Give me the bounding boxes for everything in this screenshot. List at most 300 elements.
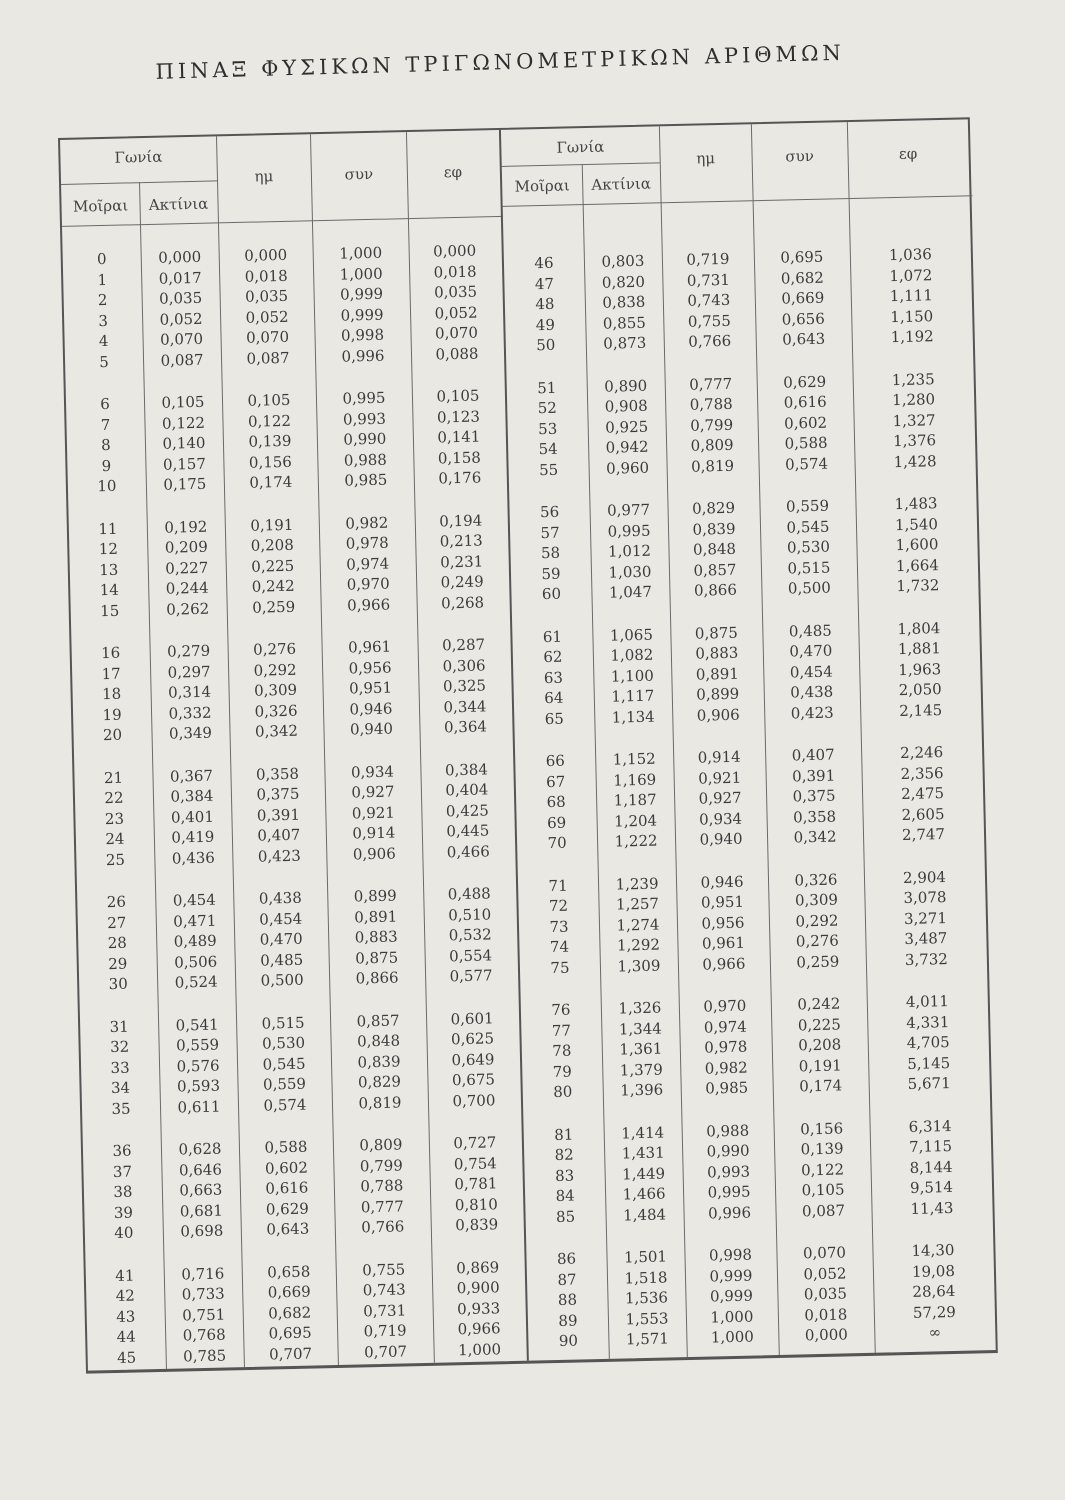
- table-cell: 59: [541, 564, 561, 583]
- row-group: [681, 1120, 775, 1225]
- table-cell: 1,484: [622, 1204, 667, 1224]
- table-cell: 14,30: [911, 1240, 955, 1260]
- table-cell: 1,082: [610, 645, 654, 665]
- table-cell: 0,140: [162, 433, 206, 453]
- row-group: [161, 1138, 241, 1242]
- row-group: [850, 243, 973, 348]
- table-cell: 33: [110, 1058, 130, 1077]
- table-cell: 6,314: [908, 1116, 952, 1136]
- table-cell: 1,309: [617, 956, 661, 976]
- row-group: [670, 622, 764, 727]
- table-cell: 0,367: [169, 766, 214, 786]
- table-cell: 1,600: [895, 535, 939, 555]
- table-cell: 0,515: [261, 1013, 305, 1033]
- table-cell: 0,530: [786, 537, 831, 557]
- table-cell: 0,297: [167, 662, 211, 682]
- table-cell: 0,018: [804, 1304, 848, 1324]
- table-cell: 39: [113, 1203, 134, 1222]
- table-cell: 0,978: [345, 533, 389, 553]
- table-cell: 0,993: [706, 1162, 751, 1182]
- table-cell: 0,156: [799, 1118, 844, 1138]
- row-group: [327, 885, 425, 990]
- table-cell: 42: [115, 1286, 136, 1305]
- table-cell: 0,993: [342, 409, 387, 429]
- table-cell: 1,192: [890, 327, 934, 347]
- table-cell: 0,466: [446, 841, 490, 861]
- trig-table: [58, 117, 998, 1373]
- table-cell: 0,960: [605, 458, 650, 478]
- table-cell: 0,279: [166, 641, 211, 661]
- table-cell: 0,425: [445, 800, 490, 820]
- table-cell: 0,751: [182, 1305, 226, 1324]
- table-cell: 56: [539, 502, 560, 522]
- table-cell: 2,050: [898, 680, 942, 700]
- table-cell: 0,391: [791, 766, 836, 786]
- table-cell: 0,087: [246, 348, 290, 368]
- table-cell: 0,349: [168, 723, 213, 743]
- table-cell: 0,839: [692, 519, 736, 539]
- table-cell: 68: [546, 792, 566, 812]
- table-cell: 0,141: [437, 427, 481, 447]
- table-cell: 23: [104, 809, 125, 828]
- table-cell: 0,292: [253, 660, 297, 680]
- row-group: [412, 385, 506, 490]
- table-cell: 0,839: [357, 1051, 401, 1071]
- table-cell: 0,384: [444, 759, 489, 779]
- table-cell: 0,990: [343, 429, 387, 449]
- table-cell: 0,820: [601, 272, 646, 292]
- table-cell: 1,449: [621, 1163, 666, 1183]
- table-cell: 86: [556, 1249, 577, 1268]
- table-cell: 1,804: [897, 618, 941, 638]
- table-cell: 0,332: [168, 703, 212, 723]
- row-group: [762, 619, 860, 724]
- table-cell: 0,781: [454, 1174, 498, 1194]
- row-group: [408, 240, 503, 365]
- table-cell: 0,244: [165, 578, 209, 598]
- table-cell: 0,158: [437, 447, 482, 467]
- table-cell: 0,191: [798, 1055, 842, 1075]
- table-cell: 71: [548, 876, 568, 895]
- row-group: [864, 866, 987, 971]
- table-cell: 1,732: [896, 576, 940, 596]
- table-cell: 0,176: [438, 468, 482, 488]
- table-cell: 25: [105, 850, 126, 869]
- row-group: [333, 1134, 431, 1239]
- table-cell: 0,000: [804, 1325, 849, 1345]
- row-group: [236, 1012, 332, 1117]
- table-cell: 0,105: [247, 390, 291, 410]
- table-cell: 0,974: [346, 554, 390, 574]
- table-cell: 0,485: [788, 621, 833, 641]
- row-group: [773, 1117, 871, 1222]
- table-cell: 0,344: [443, 696, 487, 716]
- table-cell: 60: [541, 584, 562, 604]
- row-group: [420, 758, 514, 863]
- table-cell: 1,518: [624, 1267, 668, 1287]
- table-cell: 0,314: [167, 682, 212, 702]
- table-cell: 0,018: [433, 262, 477, 282]
- table-cell: 5,145: [907, 1053, 951, 1073]
- table-cell: 0,611: [177, 1097, 221, 1117]
- table-cell: 0,070: [245, 327, 290, 347]
- table-cell: 0,695: [268, 1323, 312, 1343]
- row-group: [595, 748, 675, 852]
- table-cell: 0,375: [792, 786, 836, 806]
- row-group: [239, 1136, 335, 1241]
- table-cell: 0,942: [605, 437, 649, 457]
- table-cell: 85: [555, 1207, 576, 1226]
- table-cell: 0,999: [709, 1286, 754, 1306]
- row-group: [432, 1256, 526, 1361]
- table-cell: 1,000: [710, 1307, 754, 1326]
- row-group: [74, 767, 154, 871]
- table-cell: 0,139: [248, 431, 292, 451]
- table-cell: 1,239: [615, 874, 659, 894]
- table-cell: 0,342: [793, 827, 837, 847]
- table-cell: 0,471: [173, 911, 217, 931]
- table-cell: 0,998: [340, 325, 385, 345]
- table-cell: 2,605: [901, 804, 945, 824]
- table-cell: 0,875: [694, 623, 739, 643]
- table-cell: 0,629: [783, 372, 827, 392]
- table-cell: 0,731: [686, 270, 731, 290]
- table-cell: 1,100: [610, 666, 655, 686]
- table-cell: 0,988: [343, 450, 388, 470]
- table-cell: 0,719: [686, 249, 730, 269]
- table-cell: 0,999: [709, 1266, 753, 1286]
- table-cell: 0,982: [704, 1058, 748, 1078]
- table-cell: ∞: [928, 1323, 942, 1342]
- row-group: [869, 1115, 992, 1220]
- table-cell: 0,927: [698, 788, 742, 808]
- table-cell: 17: [101, 664, 121, 683]
- table-cell: 0,510: [448, 904, 492, 924]
- table-cell: 0,404: [445, 780, 489, 800]
- table-cell: 0,999: [339, 284, 384, 304]
- table-cell: 0,995: [707, 1182, 751, 1202]
- table-cell: 0,727: [453, 1133, 497, 1153]
- table-cell: 1,326: [618, 998, 662, 1018]
- row-group: [759, 495, 857, 600]
- row-group: [592, 624, 672, 728]
- row-group: [507, 377, 589, 481]
- table-cell: 1,072: [889, 265, 933, 285]
- table-cell: 0,601: [450, 1008, 494, 1028]
- table-cell: 0,488: [447, 884, 491, 904]
- table-cell: 44: [116, 1327, 136, 1346]
- table-cell: 27: [107, 913, 127, 932]
- table-cell: 0,890: [604, 376, 648, 396]
- table-cell: 1,047: [608, 582, 653, 602]
- table-cell: 0,951: [700, 892, 745, 912]
- table-cell: 79: [552, 1062, 573, 1081]
- table-cell: 0,209: [164, 537, 208, 557]
- row-group: [71, 642, 151, 746]
- table-cell: 0,088: [435, 344, 479, 363]
- row-group: [141, 246, 222, 371]
- table-cell: 0,819: [690, 456, 735, 476]
- table-cell: 0,052: [803, 1263, 847, 1283]
- header-gonia-left: Γωνία: [114, 147, 163, 167]
- table-cell: 67: [545, 772, 566, 791]
- row-group: [872, 1239, 995, 1344]
- row-group: [316, 387, 414, 492]
- table-cell: 0,035: [803, 1284, 848, 1304]
- table-cell: 1,344: [618, 1019, 663, 1039]
- table-cell: 1,012: [607, 541, 652, 561]
- table-cell: 1,963: [898, 659, 942, 679]
- table-cell: 0,231: [440, 551, 484, 571]
- table-cell: 1,152: [612, 749, 656, 769]
- table-cell: 0,454: [789, 662, 833, 682]
- table-cell: 0,628: [178, 1139, 222, 1159]
- row-group: [149, 640, 229, 744]
- table-cell: 0,933: [456, 1298, 501, 1318]
- table-cell: 0,035: [244, 286, 289, 306]
- table-cell: 90: [558, 1331, 579, 1350]
- table-cell: 3,271: [903, 908, 948, 928]
- table-cell: 0,577: [449, 966, 493, 986]
- table-cell: 0,242: [797, 994, 841, 1014]
- table-cell: 0,375: [256, 784, 300, 804]
- table-cell: 0,978: [704, 1037, 748, 1057]
- table-cell: 0,326: [794, 870, 838, 889]
- table-cell: 0,921: [351, 803, 396, 823]
- table-cell: 1,150: [890, 306, 934, 326]
- row-group: [152, 765, 232, 869]
- table-cell: 0,423: [257, 846, 302, 866]
- table-cell: 0,436: [171, 848, 216, 868]
- table-cell: 0,225: [797, 1014, 841, 1034]
- table-cell: 0,646: [178, 1160, 223, 1180]
- row-group: [155, 889, 235, 993]
- table-cell: 53: [537, 419, 558, 438]
- table-cell: 4,011: [905, 992, 949, 1011]
- table-cell: 0,788: [360, 1176, 404, 1196]
- table-cell: 0,681: [179, 1201, 224, 1221]
- table-cell: 1,414: [621, 1123, 665, 1142]
- table-cell: 45: [116, 1348, 137, 1367]
- table-cell: 3,732: [904, 949, 949, 969]
- row-group: [227, 638, 323, 743]
- table-cell: 1,540: [894, 514, 939, 534]
- table-cell: 0,574: [784, 454, 829, 474]
- table-cell: 0,966: [346, 595, 391, 615]
- table-cell: 69: [546, 813, 567, 832]
- table-cell: 0,174: [249, 472, 293, 492]
- table-cell: 0,785: [182, 1346, 227, 1365]
- row-group: [86, 1264, 166, 1368]
- table-cell: 11: [98, 519, 118, 538]
- table-cell: 0,743: [362, 1280, 406, 1300]
- table-cell: 1,204: [613, 811, 658, 831]
- table-cell: 0,956: [701, 913, 745, 933]
- table-cell: 0,940: [349, 719, 394, 739]
- table-cell: 0,985: [344, 470, 388, 490]
- table-cell: 1,000: [457, 1339, 502, 1359]
- table-cell: 84: [555, 1186, 575, 1205]
- table-cell: 1,431: [621, 1143, 665, 1163]
- table-cell: 0,838: [602, 292, 646, 312]
- row-group: [858, 617, 981, 722]
- table-cell: 0,122: [247, 411, 292, 431]
- table-cell: 0,192: [164, 517, 208, 537]
- table-cell: 0,391: [256, 805, 301, 825]
- table-cell: 0,934: [698, 809, 743, 829]
- row-group: [222, 389, 318, 494]
- table-cell: 0,419: [171, 827, 215, 847]
- table-cell: 0,052: [245, 307, 289, 327]
- row-group: [423, 883, 517, 988]
- table-cell: 0,925: [605, 417, 649, 437]
- table-cell: 0,731: [362, 1300, 407, 1320]
- table-cell: 0,966: [702, 954, 746, 974]
- table-cell: 0,401: [170, 807, 215, 827]
- table-cell: 0,616: [783, 392, 827, 412]
- row-group: [587, 375, 667, 479]
- table-cell: 1,428: [893, 451, 937, 471]
- table-cell: 29: [107, 954, 128, 973]
- table-cell: 0,052: [434, 303, 478, 322]
- table-cell: 7,115: [908, 1136, 953, 1156]
- table-cell: 0,899: [696, 684, 740, 704]
- table-cell: 1,235: [891, 369, 935, 389]
- table-cell: 48: [535, 294, 555, 314]
- table-cell: 0: [96, 249, 107, 269]
- row-group: [158, 1014, 238, 1118]
- table-cell: 0,018: [244, 266, 288, 286]
- table-cell: 0,855: [602, 313, 647, 333]
- table-cell: 0,799: [689, 415, 734, 435]
- table-cell: 78: [552, 1041, 572, 1061]
- table-cell: 0,819: [358, 1092, 402, 1112]
- table-cell: 0,625: [450, 1029, 495, 1049]
- table-cell: 9,514: [909, 1177, 954, 1197]
- table-cell: 1,466: [622, 1184, 666, 1204]
- table-cell: 26: [106, 892, 127, 912]
- table-cell: 4: [98, 331, 109, 351]
- table-cell: 0,891: [695, 664, 739, 684]
- row-group: [526, 1248, 608, 1352]
- table-cell: 1,664: [895, 555, 940, 575]
- table-cell: 1,327: [892, 410, 936, 430]
- table-cell: 10: [97, 476, 117, 496]
- table-cell: 0,208: [798, 1035, 842, 1055]
- table-cell: 4,331: [906, 1012, 950, 1032]
- table-cell: 0,139: [800, 1139, 844, 1159]
- table-cell: 0,766: [688, 331, 732, 351]
- header-hm-left: ημ: [254, 167, 274, 186]
- table-cell: 0,906: [696, 705, 740, 725]
- table-cell: 0,489: [173, 931, 217, 951]
- table-cell: 0,669: [267, 1282, 311, 1302]
- row-group: [144, 391, 224, 495]
- table-cell: 34: [110, 1078, 131, 1098]
- table-cell: 0,829: [691, 498, 736, 518]
- header-gonia-right: Γωνία: [556, 137, 605, 157]
- table-cell: 0,342: [254, 721, 299, 741]
- table-cell: 1,257: [615, 894, 660, 914]
- table-cell: 0,777: [689, 374, 733, 394]
- table-cell: 0,998: [708, 1245, 753, 1265]
- table-cell: 1,000: [339, 243, 383, 263]
- table-cell: 0,799: [359, 1155, 404, 1175]
- table-cell: 1,065: [609, 625, 654, 645]
- table-cell: 0,755: [687, 311, 731, 331]
- table-cell: 0,629: [265, 1199, 310, 1219]
- row-group: [855, 492, 978, 597]
- table-cell: 0,407: [791, 745, 835, 765]
- table-cell: 0,707: [268, 1344, 313, 1364]
- table-cell: 1,000: [339, 264, 383, 284]
- table-cell: 0,875: [354, 947, 399, 967]
- row-group: [662, 248, 756, 353]
- table-cell: 28,64: [912, 1281, 956, 1301]
- table-cell: 0,974: [703, 1017, 747, 1037]
- table-cell: 43: [116, 1307, 136, 1326]
- table-cell: 0,809: [690, 435, 734, 455]
- table-cell: 0,438: [258, 888, 302, 908]
- row-group: [606, 1246, 686, 1350]
- table-cell: 0,848: [692, 539, 737, 559]
- table-cell: 0,682: [268, 1303, 312, 1323]
- table-cell: 72: [548, 896, 569, 916]
- table-cell: 54: [538, 439, 558, 459]
- row-group: [321, 636, 419, 741]
- row-group: [867, 990, 990, 1095]
- table-cell: 1,274: [616, 915, 660, 935]
- table-cell: 0,848: [356, 1031, 401, 1051]
- table-cell: 3,487: [904, 929, 948, 949]
- row-group: [83, 1140, 163, 1244]
- table-cell: 81: [553, 1125, 574, 1144]
- table-cell: 46: [534, 253, 554, 273]
- table-cell: 0,754: [453, 1153, 498, 1173]
- row-group: [312, 242, 411, 367]
- header-syn-right: συν: [785, 146, 815, 166]
- table-cell: 2,246: [899, 743, 944, 763]
- table-cell: 0,438: [790, 682, 834, 702]
- table-cell: 1,134: [611, 707, 655, 727]
- table-cell: 0,287: [441, 635, 486, 655]
- table-cell: 0,559: [175, 1035, 220, 1055]
- table-cell: 1,292: [616, 935, 661, 955]
- row-group: [69, 518, 149, 622]
- row-group: [771, 993, 869, 1098]
- table-cell: 7: [100, 415, 111, 434]
- table-cell: 0,259: [796, 951, 840, 971]
- table-cell: 52: [537, 398, 557, 418]
- row-group: [429, 1132, 523, 1237]
- table-cell: 32: [109, 1037, 130, 1057]
- table-cell: 22: [104, 788, 124, 808]
- row-group: [230, 763, 326, 868]
- row-group: [676, 871, 770, 976]
- table-cell: 2: [97, 290, 108, 310]
- table-cell: 1,169: [613, 770, 657, 790]
- table-cell: 2,904: [902, 867, 947, 887]
- row-group: [330, 1009, 428, 1114]
- table-cell: 35: [111, 1099, 131, 1118]
- row-group: [776, 1242, 874, 1347]
- table-cell: 0,700: [452, 1090, 496, 1110]
- table-cell: 80: [553, 1082, 573, 1102]
- row-group: [667, 497, 761, 602]
- table-cell: 0,175: [163, 474, 207, 494]
- row-group: [765, 744, 863, 849]
- table-cell: 24: [105, 829, 125, 849]
